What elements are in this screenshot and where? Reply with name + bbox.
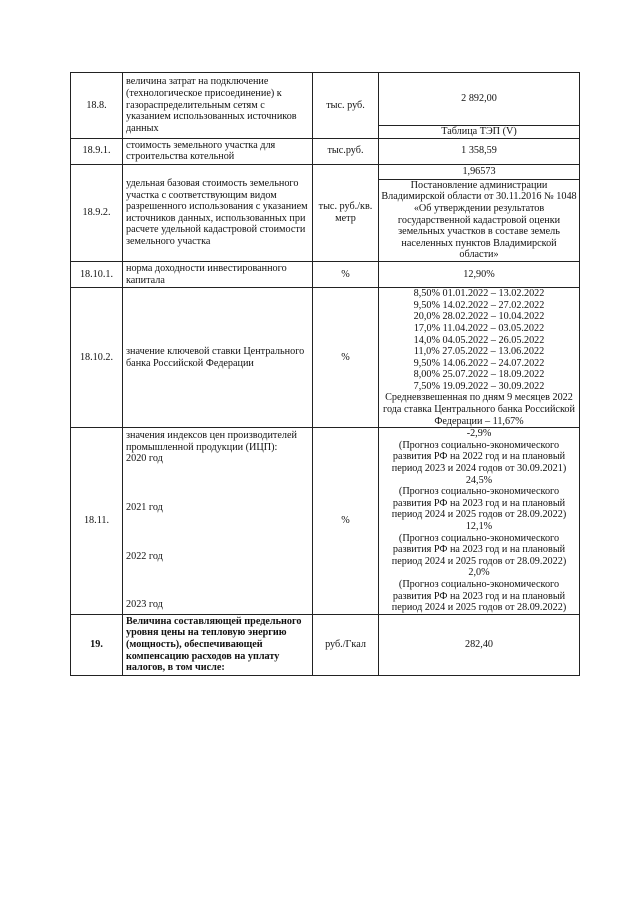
key-rate-entry: 14,0% 04.05.2022 – 26.05.2022 — [413, 334, 545, 346]
row-number: 18.10.2. — [71, 288, 123, 428]
key-rate-entry: 9,50% 14.06.2022 – 24.07.2022 — [413, 357, 545, 369]
row-number: 19. — [71, 614, 123, 675]
ppi-heading: значения индексов цен производителей промышленной продукции (ИЦП): — [126, 430, 297, 453]
table-row — [71, 138, 580, 164]
ppi-year-label: 2020 год — [126, 453, 163, 465]
tariff-parameters-table — [70, 72, 580, 676]
row-number: 18.8. — [71, 73, 123, 139]
row-description — [123, 428, 313, 615]
ppi-value: 24,5% — [465, 474, 493, 486]
row-description: удельная базовая стоимость земельного участка с соответствующим видом разрешенного использования с указанием источников данных, использованных при расчете удельной кадастровой стоимости земельного участка — [123, 164, 313, 261]
key-rate-entry: 8,50% 01.01.2022 – 13.02.2022 — [413, 288, 545, 300]
row-unit: тыс. руб./кв. метр — [313, 164, 379, 261]
ppi-note: (Прогноз социально-экономического развития РФ на 2023 год и на плановый период 2024 и 2025 годов от 28.09.2022) — [391, 532, 567, 567]
row-unit: тыс.руб. — [313, 138, 379, 164]
row-value: 1 358,59 — [379, 138, 580, 164]
ppi-value: 12,1% — [465, 521, 493, 532]
ppi-year-label: 2023 год — [126, 599, 163, 611]
key-rate-entry: 17,0% 11.04.2022 – 03.05.2022 — [413, 322, 545, 334]
key-rate-entry: 20,0% 28.02.2022 – 10.04.2022 — [413, 311, 545, 323]
key-rate-summary: Средневзвешенная по дням 9 месяцев 2022 года ставка Центрального банка Российской Федерации – 11,67% — [383, 392, 575, 427]
row-unit: % — [313, 428, 379, 615]
table-row — [71, 428, 580, 615]
ppi-year-label: 2021 год — [126, 502, 163, 514]
table-row — [71, 164, 580, 179]
table-row — [71, 614, 580, 675]
key-rate-cell — [379, 288, 580, 428]
ppi-year-label: 2022 год — [126, 550, 163, 562]
key-rate-entry: 7,50% 19.09.2022 – 30.09.2022 — [413, 380, 545, 392]
row-number: 18.10.1. — [71, 261, 123, 287]
table-row — [71, 288, 580, 428]
ppi-value: -2,9% — [466, 428, 492, 440]
row-number: 18.11. — [71, 428, 123, 615]
row-unit: % — [313, 288, 379, 428]
row-description: стоимость земельного участка для строительства котельной — [123, 138, 313, 164]
row-description: норма доходности инвестированного капитала — [123, 261, 313, 287]
row-unit: руб./Гкал — [313, 614, 379, 675]
row-value: 282,40 — [379, 614, 580, 675]
ppi-note: (Прогноз социально-экономического развития РФ на 2022 год и на плановый период 2023 и 2024 годов от 30.09.2021) — [391, 439, 567, 475]
row-unit: тыс. руб. — [313, 73, 379, 139]
ppi-note: (Прогноз социально-экономического развития РФ на 2023 год и на плановый период 2024 и 2025 годов от 28.09.2022) — [391, 486, 567, 521]
row-unit: % — [313, 261, 379, 287]
row-number: 18.9.2. — [71, 164, 123, 261]
ppi-value: 2,0% — [468, 567, 490, 579]
table-row — [71, 73, 580, 126]
row-description: величина затрат на подключение (технологическое присоединение) к газораспределительным сетям с указанием использованных источников данных — [123, 73, 313, 139]
key-rate-entry: 9,50% 14.02.2022 – 27.02.2022 — [413, 299, 545, 311]
row-value: 2 892,00 — [379, 73, 580, 126]
row-number: 18.9.1. — [71, 138, 123, 164]
row-source: Постановление администрации Владимирской области от 30.11.2016 № 1048 «Об утверждении результатов государственной кадастровой оценки земельных участков в составе земель населенных пунктов Владимирской области» — [379, 179, 580, 261]
table-row — [71, 261, 580, 287]
row-value: 12,90% — [379, 261, 580, 287]
ppi-note: (Прогноз социально-экономического развития РФ на 2023 год и на плановый период 2024 и 2025 годов от 28.09.2022) — [391, 578, 567, 614]
row-description: значение ключевой ставки Центрального банка Российской Федерации — [123, 288, 313, 428]
row-value: 1,96573 — [379, 164, 580, 179]
key-rate-entry: 8,00% 25.07.2022 – 18.09.2022 — [413, 369, 545, 381]
row-source: Таблица ТЭП (V) — [379, 126, 580, 139]
row-description: Величина составляющей предельного уровня цены на тепловую энергию (мощность), обеспечивающей компенсацию расходов на уплату налогов, в том числе: — [123, 614, 313, 675]
key-rate-entry: 11,0% 27.05.2022 – 13.06.2022 — [413, 346, 545, 358]
ppi-values-cell — [379, 428, 580, 615]
